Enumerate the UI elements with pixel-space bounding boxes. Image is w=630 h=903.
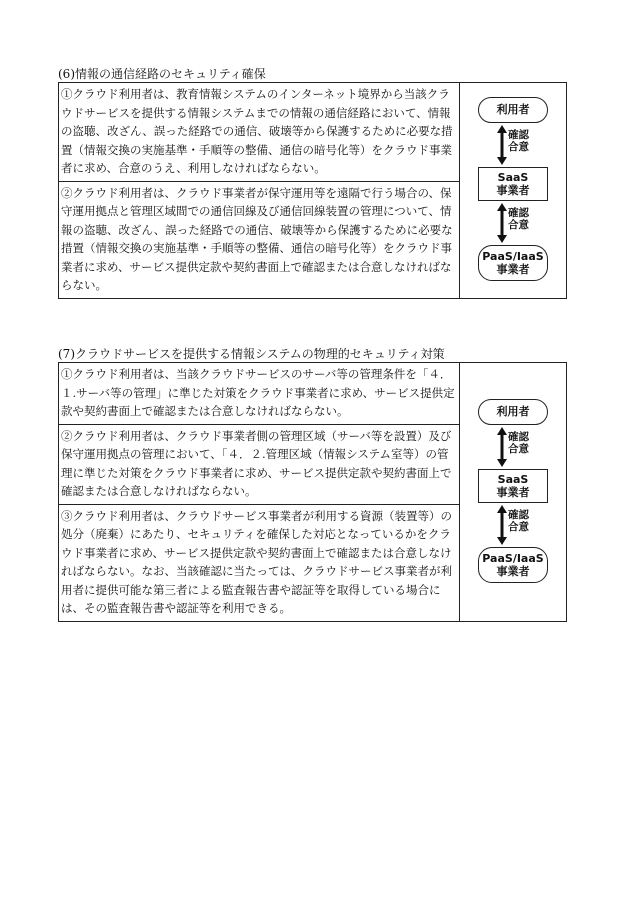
user-label: 利用者 bbox=[496, 103, 530, 117]
item-text: クラウド利用者は、当該クラウドサービスのサーバ等の管理条件を「４．１.サーバ等の管理」に準じた対策をクラウド事業者に求め、サービス提供定款や契約書面上で確認または合意しなければならない。 bbox=[61, 367, 455, 418]
item-number: ① bbox=[61, 367, 73, 381]
item-text: クラウド利用者は、クラウドサービス事業者が利用する資源（装置等）の処分（廃棄）にあたり、セキュリティを確保した対応となっているかをクラウド事業者に求め、サービス提供定款や契約書面上で確認または合意しなければならない。なお、当該確認に当たっては、クラウドサービス事業者が利用者に提供可能な第三者による監査報告書や認証等を取得している場合には、その監査報告書や認証等を利用できる。 bbox=[61, 508, 452, 615]
saas-node: SaaS 事業者 bbox=[478, 167, 548, 201]
confirm-agree-label: 確認 合意 bbox=[508, 430, 529, 455]
user-node bbox=[478, 97, 548, 123]
user-node bbox=[478, 399, 548, 425]
section-7-text-cell bbox=[59, 363, 460, 622]
confirm-agree-label: 確認 合意 bbox=[508, 129, 529, 154]
bidirectional-arrow-icon bbox=[496, 505, 508, 545]
section-7-item-2 bbox=[59, 424, 459, 504]
item-text: クラウド利用者は、教育情報システムのインターネット境界から当該クラウドサービスを提供する情報システムまでの情報の通信経路において、情報の盗聴、改ざん、誤った経路での通信、破壊等から保護するために必要な措置（情報交換の実施基準・手順等の整備、通信の暗号化等）をクラウド事業者に求め、合意のうえ、利用しなければならない。 bbox=[61, 87, 453, 175]
section-6-item-2 bbox=[59, 181, 459, 298]
section-6-item-1 bbox=[59, 83, 459, 181]
section-7-heading: (7)クラウドサービスを提供する情報システムの物理的セキュリティ対策 bbox=[58, 347, 445, 361]
item-text: クラウド利用者は、クラウド事業者側の管理区域（サーバ等を設置）及び保守運用拠点の管理において、「４．２.管理区域（情報システム室等）の管理に準じた対策をクラウド事業者に求め、サービス提供定款や契約書面上で確認または合意しなければならない。 bbox=[61, 428, 452, 498]
flow-diagram bbox=[460, 397, 566, 587]
item-number: ② bbox=[61, 428, 73, 443]
paas-iaas-node: PaaS/IaaS 事業者 bbox=[478, 547, 548, 583]
item-number: ① bbox=[61, 87, 73, 101]
confirm-agree-label: 確認 合意 bbox=[508, 207, 529, 232]
flow-diagram bbox=[460, 95, 566, 285]
section-6-heading: (6)情報の通信経路のセキュリティ確保 bbox=[58, 67, 266, 81]
item-number: ③ bbox=[61, 508, 73, 523]
section-7-item-3 bbox=[59, 504, 459, 621]
section-6-table bbox=[58, 82, 567, 299]
section-7-item-1 bbox=[59, 363, 459, 424]
confirm-agree-label: 確認 合意 bbox=[508, 508, 529, 533]
section-7-table bbox=[58, 362, 567, 622]
bidirectional-arrow-icon bbox=[496, 203, 508, 243]
item-number: ② bbox=[61, 185, 73, 200]
section-6-text-cell bbox=[59, 83, 460, 299]
bidirectional-arrow-icon bbox=[496, 427, 508, 467]
item-text: クラウド利用者は、クラウド事業者が保守運用等を遠隔で行う場合の、保守運用拠点と管理区域間での通信回線及び通信回線装置の管理について、情報の盗聴、改ざん、誤った経路での通信、破壊等から保護するために必要な措置（情報交換の実施基準・手順等の整備、通信の暗号化等）をクラウド事業者に求め、サービス提供定款や契約書面上で確認または合意しなければならない。 bbox=[61, 185, 453, 292]
bidirectional-arrow-icon bbox=[496, 125, 508, 165]
saas-node: SaaS 事業者 bbox=[478, 469, 548, 503]
section-6-diagram-cell bbox=[460, 83, 567, 299]
section-7-diagram-cell bbox=[460, 363, 567, 622]
user-label: 利用者 bbox=[496, 404, 530, 418]
paas-iaas-node: PaaS/IaaS 事業者 bbox=[478, 245, 548, 281]
